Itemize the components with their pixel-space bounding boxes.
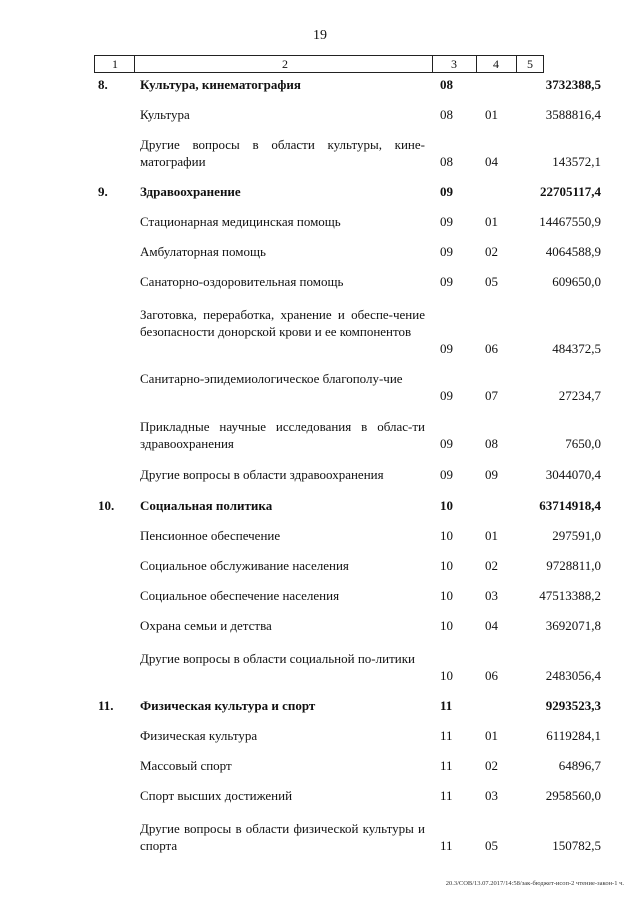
row-section-code: 09 — [440, 184, 453, 199]
row-section-code: 11 — [440, 758, 453, 773]
row-section-code: 09 — [440, 467, 453, 482]
row-name: Амбулаторная помощь — [140, 244, 266, 259]
row-section-code: 08 — [440, 77, 453, 92]
row-amount: 6119284,1 — [546, 728, 601, 743]
row-name: Культура, кинематография — [140, 77, 301, 92]
row-section-code: 11 — [440, 788, 453, 803]
row-section-code: 11 — [440, 838, 453, 853]
row-subsection-code: 01 — [485, 528, 498, 543]
row-subsection-code: 01 — [485, 107, 498, 122]
row-name: Прикладные научные исследования в облас-ти здравоохранения — [140, 419, 425, 451]
row-subsection-code: 02 — [485, 758, 498, 773]
row-subsection-code: 02 — [485, 244, 498, 259]
row-amount: 22705117,4 — [539, 184, 601, 199]
header-col-2: 2 — [282, 57, 288, 71]
row-subsection-code: 01 — [485, 214, 498, 229]
row-name: Здравоохранение — [140, 184, 241, 199]
row-amount: 47513388,2 — [539, 588, 601, 603]
row-name: Пенсионное обеспечение — [140, 528, 281, 543]
row-name: Массовый спорт — [140, 758, 232, 773]
row-name: Социальное обслуживание населения — [140, 558, 349, 573]
row-name: Другие вопросы в области физической культуры и спорта — [140, 821, 425, 853]
row-name: Заготовка, переработка, хранение и обеспе-чение безопасности донорской крови и ее компонентов — [140, 307, 425, 339]
row-section-code: 10 — [440, 558, 453, 573]
row-amount: 7650,0 — [565, 436, 601, 451]
row-amount: 64896,7 — [558, 758, 601, 773]
row-amount: 3732388,5 — [545, 77, 601, 92]
row-number: 9. — [98, 184, 108, 199]
row-amount: 3044070,4 — [545, 467, 601, 482]
row-name: Физическая культура — [140, 728, 258, 743]
row-section-code: 10 — [440, 668, 453, 683]
header-col-3: 3 — [451, 57, 457, 71]
row-amount: 27234,7 — [558, 388, 601, 403]
row-amount: 3692071,8 — [545, 618, 601, 633]
document-footer: 20.3/СОВ/13.07.2017/14:58/зак-бюджет-исоп-2 чтение-закон-1 ч. — [445, 880, 624, 887]
row-name: Другие вопросы в области культуры, кине-матографии — [140, 137, 425, 169]
row-subsection-code: 05 — [485, 274, 498, 289]
row-subsection-code: 05 — [485, 838, 498, 853]
row-name: Санитарно-эпидемиологическое благополу-чие — [140, 371, 403, 386]
row-number: 10. — [98, 498, 115, 513]
row-section-code: 10 — [440, 498, 453, 513]
row-amount: 63714918,4 — [539, 498, 601, 513]
row-section-code: 10 — [440, 618, 453, 633]
row-amount: 4064588,9 — [545, 244, 601, 259]
row-name: Социальная политика — [140, 498, 273, 513]
row-amount: 9293523,3 — [545, 698, 601, 713]
table-header — [94, 55, 544, 73]
row-amount: 609650,0 — [552, 274, 601, 289]
row-section-code: 09 — [440, 388, 453, 403]
row-subsection-code: 03 — [485, 788, 498, 803]
row-name: Стационарная медицинская помощь — [140, 214, 341, 229]
row-subsection-code: 09 — [485, 467, 498, 482]
row-subsection-code: 01 — [485, 728, 498, 743]
row-section-code: 09 — [440, 436, 453, 451]
row-section-code: 11 — [440, 728, 453, 743]
row-name: Санаторно-оздоровительная помощь — [140, 274, 344, 289]
row-name: Спорт высших достижений — [140, 788, 293, 803]
row-amount: 150782,5 — [552, 838, 601, 853]
row-name: Другие вопросы в области здравоохранения — [140, 467, 384, 482]
row-subsection-code: 04 — [485, 154, 498, 169]
row-section-code: 08 — [440, 154, 453, 169]
row-section-code: 08 — [440, 107, 453, 122]
header-col-4: 4 — [493, 57, 499, 71]
row-amount: 14467550,9 — [539, 214, 601, 229]
header-col-5: 5 — [527, 57, 533, 71]
header-col-1: 1 — [112, 57, 118, 71]
row-subsection-code: 03 — [485, 588, 498, 603]
row-subsection-code: 08 — [485, 436, 498, 451]
row-name: Другие вопросы в области социальной по-литики — [140, 651, 415, 666]
row-amount: 143572,1 — [552, 154, 601, 169]
row-subsection-code: 06 — [485, 668, 498, 683]
row-amount: 9728811,0 — [546, 558, 601, 573]
row-subsection-code: 06 — [485, 341, 498, 356]
row-number: 11. — [98, 698, 114, 713]
row-section-code: 09 — [440, 274, 453, 289]
row-section-code: 09 — [440, 341, 453, 356]
row-name: Социальное обеспечение населения — [140, 588, 340, 603]
row-subsection-code: 07 — [485, 388, 498, 403]
row-section-code: 10 — [440, 588, 453, 603]
row-amount: 2958560,0 — [545, 788, 601, 803]
row-section-code: 09 — [440, 244, 453, 259]
row-subsection-code: 02 — [485, 558, 498, 573]
row-amount: 484372,5 — [552, 341, 601, 356]
row-amount: 3588816,4 — [545, 107, 601, 122]
row-name: Культура — [140, 107, 190, 122]
row-section-code: 10 — [440, 528, 453, 543]
row-subsection-code: 04 — [485, 618, 498, 633]
page-number: 19 — [313, 28, 327, 43]
row-amount: 297591,0 — [552, 528, 601, 543]
row-number: 8. — [98, 77, 108, 92]
row-name: Физическая культура и спорт — [140, 698, 316, 713]
row-section-code: 11 — [440, 698, 453, 713]
row-amount: 2483056,4 — [545, 668, 601, 683]
row-section-code: 09 — [440, 214, 453, 229]
row-name: Охрана семьи и детства — [140, 618, 272, 633]
